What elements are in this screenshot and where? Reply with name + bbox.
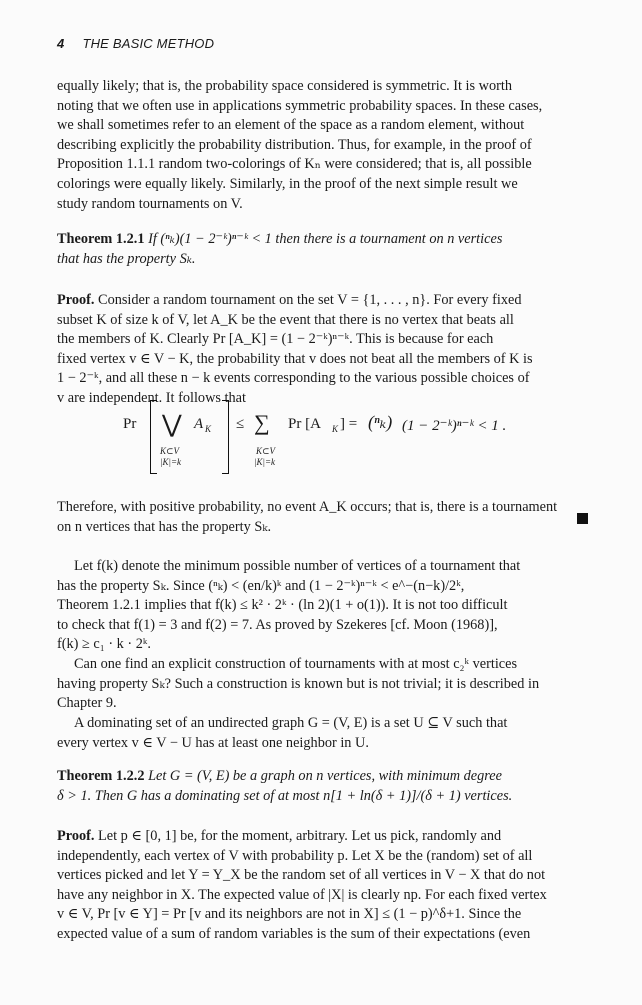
qed-square-icon [577,513,588,524]
eq-rest: (1 − 2⁻ᵏ)ⁿ⁻ᵏ < 1 . [402,418,507,434]
theorem-text: If (ⁿₖ)(1 − 2⁻ᵏ)ⁿ⁻ᵏ < 1 then there is a tournament on n vertices [148,231,503,247]
text-line: the members of K. Clearly Pr [A_K] = (1 − 2⁻ᵏ)ⁿ⁻ᵏ. This is because for each [57,331,494,348]
eq-sum: ∑ [254,410,270,435]
text-line: Therefore, with positive probability, no event A_K occurs; that is, there is a tournament [57,499,558,515]
eq-le: ≤ [236,416,245,432]
theorem-1-2-2 [57,767,592,806]
text-line: v are independent. It follows that [57,389,246,406]
text-line: to check that f(1) = 3 and f(2) = 7. As proved by Szekeres [cf. Moon (1968)], [57,616,498,633]
eq-sub2: K [332,424,339,434]
eq-a: A [194,416,204,432]
paragraph-2 [57,557,592,655]
theorem-text: that has the property Sₖ. [57,250,196,267]
eq-vee: ⋁ [162,412,182,438]
eq-sub: K [205,424,212,434]
page-number: 4 [57,36,65,51]
text-line: Theorem 1.2.1 implies that f(k) ≤ k² · 2ᵏ · (ln 2)(1 + o(1)). It is not too difficult [57,597,508,614]
running-title: THE BASIC METHOD [82,36,215,51]
text-line: describing explicitly the probability distribution. Thus, for example, in the proof of [57,136,532,153]
text-line: colorings were equally likely. Similarly, in the proof of the next simple result we [57,175,518,192]
proof-1 [57,291,592,409]
text-line: A dominating set of an undirected graph G = (V, E) is a set U ⊆ V such that [74,715,508,731]
text-line: on n vertices that has the property Sₖ. [57,518,272,535]
text-line: having property Sₖ? Such a construction is known but is not trivial; it is described in [57,675,540,692]
eq-cond1b: K⊂V [256,446,276,456]
proof-label: Proof. [57,828,95,844]
eq-cond1: K⊂V [160,446,180,456]
text-line: f(k) ≥ c₁ · k · 2ᵏ. [57,636,151,653]
text-line: Can one find an explicit construction of tournaments with at most c₂ᵏ vertices [74,656,518,672]
paragraph-4 [57,714,592,753]
theorem-text: Let G = (V, E) be a graph on n vertices, with minimum degree [148,768,502,784]
text-line: expected value of a sum of random variables is the sum of their expectations (even [57,925,531,942]
eq-binom: (ⁿₖ) [368,412,393,432]
text-line: Chapter 9. [57,695,117,712]
proof-label: Proof. [57,292,95,308]
eq-cond2: |K|=k [160,457,182,467]
eq-cond2b: |K|=k [254,457,276,467]
text-line: Let p ∈ [0, 1] be, for the moment, arbitrary. Let us pick, randomly and [98,828,502,844]
right-bracket [222,400,229,474]
theorem-label: Theorem 1.2.2 [57,768,145,784]
theorem-text: δ > 1. Then G has a dominating set of at most n[1 + ln(δ + 1)]/(δ + 1) vertices. [57,787,513,804]
left-bracket [150,400,157,474]
text-line: 1 − 2⁻ᵏ, and all these n − k events corresponding to the various possible choices of [57,370,530,387]
eq-pr: Pr [123,416,137,432]
text-line: have any neighbor in X. The expected value of |X| is clearly np. For each fixed vertex [57,886,547,903]
paragraph-3 [57,655,592,714]
text-line: every vertex v ∈ V − U has at least one neighbor in U. [57,734,369,751]
text-line: we shall sometimes refer to an element of the space as a random element, without [57,117,525,134]
theorem-1-2-1 [57,230,592,269]
text-line: fixed vertex v ∈ V − K, the probability that v does not beat all the members of K is [57,350,533,367]
theorem-label: Theorem 1.2.1 [57,231,145,247]
running-header [57,36,214,51]
text-line: subset K of size k of V, let A_K be the event that there is no vertex that beats all [57,311,514,328]
text-line: Proposition 1.1.1 random two-colorings of Kₙ were considered; that is, all possible [57,156,532,173]
proof-2 [57,827,592,945]
proof-1-conclusion [57,498,592,537]
display-equation [100,400,580,490]
text-line: noting that we often use in applications symmetric probability spaces. In these cases, [57,97,543,114]
text-line: vertices picked and let Y = Y_X be the random set of all vertices in V − X that do not [57,867,546,884]
text-line: equally likely; that is, the probability space considered is symmetric. It is worth [57,78,513,94]
text-line: v ∈ V, Pr [v ∈ Y] = Pr [v and its neighbors are not in X] ≤ (1 − p)^δ+1. Since the [57,906,522,923]
text-line: independently, each vertex of V with probability p. Let X be the (random) set of all [57,847,533,864]
text-line: Let f(k) denote the minimum possible number of vertices of a tournament that [74,558,521,574]
text-line: has the property Sₖ. Since (ⁿₖ) < (en/k)ᵏ and (1 − 2⁻ᵏ)ⁿ⁻ᵏ < e^−(n−k)/2ᵏ, [57,577,465,594]
text-line: Consider a random tournament on the set V = {1, . . . , n}. For every fixed [98,292,522,308]
text-line: study random tournaments on V. [57,195,243,212]
eq-prak: Pr [A [288,416,321,432]
eq-eq: ] = [340,416,358,432]
paragraph-1 [57,77,592,214]
